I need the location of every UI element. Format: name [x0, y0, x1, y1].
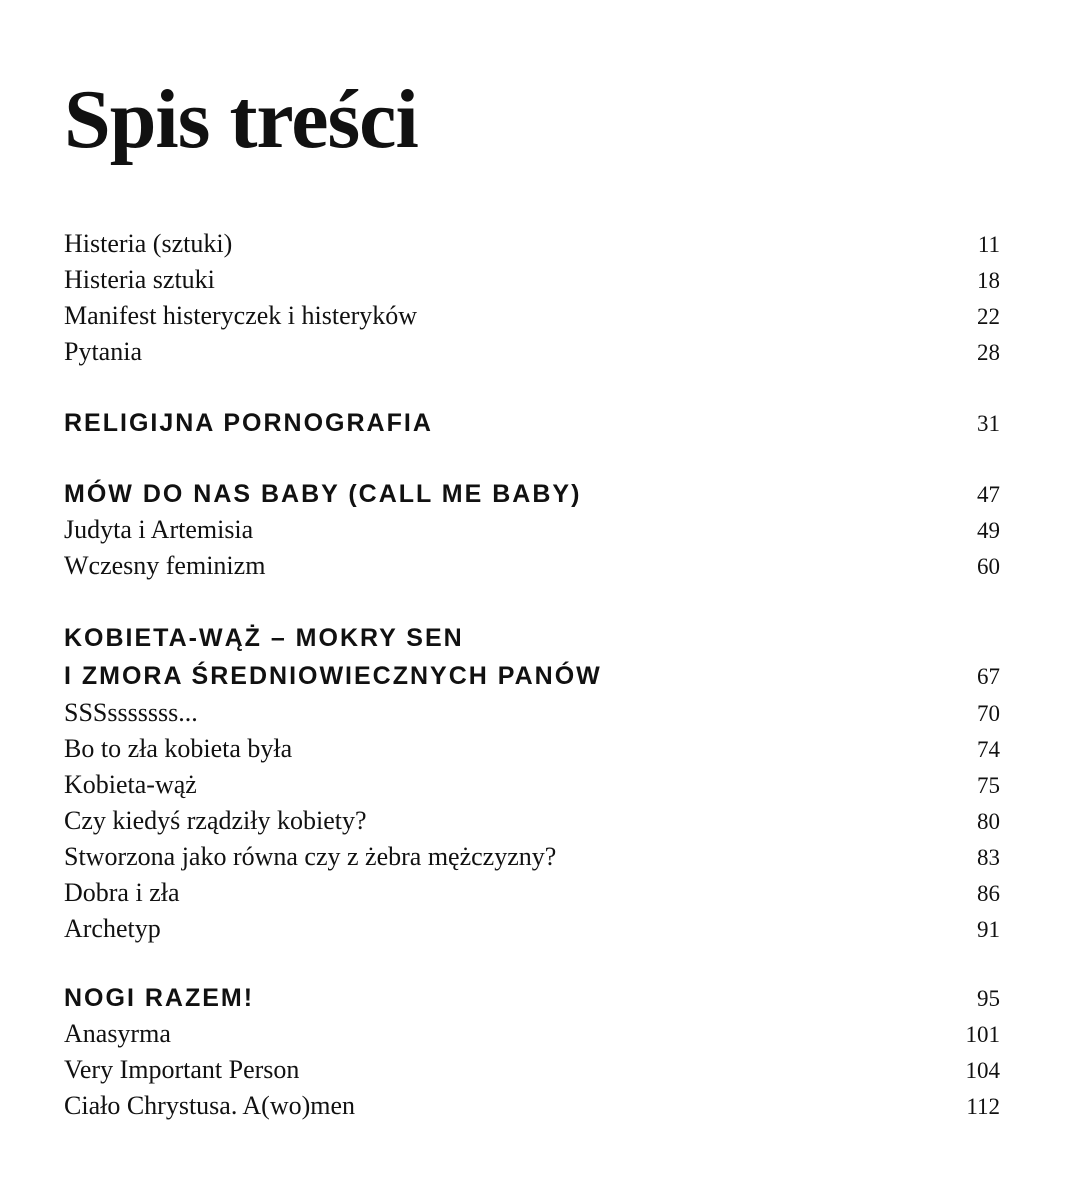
- toc-section: [64, 226, 1000, 370]
- toc-page-number: 18: [977, 268, 1000, 293]
- toc-page-number: 80: [977, 809, 1000, 834]
- toc-entry-title: Pytania: [64, 337, 142, 366]
- toc-page-number: 49: [977, 518, 1000, 543]
- toc-section: [64, 980, 1000, 1124]
- toc-page-number: 60: [977, 554, 1000, 579]
- toc-section: [64, 476, 1000, 584]
- toc-page-number: 74: [977, 737, 1000, 762]
- toc-page-number: 22: [977, 304, 1000, 329]
- toc-entry: [64, 695, 1000, 731]
- toc-entry-title: SSSsssssss...: [64, 698, 198, 727]
- toc-page-number: 112: [966, 1094, 1000, 1119]
- toc-page-number: 75: [977, 773, 1000, 798]
- toc-entry: [64, 334, 1000, 370]
- toc-entry: [64, 1088, 1000, 1124]
- toc-entry-title: Judyta i Artemisia: [64, 515, 254, 544]
- toc-entry-title: Bo to zła kobieta była: [64, 734, 293, 763]
- toc-page-number: 91: [977, 917, 1000, 942]
- toc-entry-title: Histeria (sztuki): [64, 229, 233, 258]
- toc-entry: [64, 1052, 1000, 1088]
- toc-entry-title: Histeria sztuki: [64, 265, 215, 294]
- toc-entry-title: Ciało Chrystusa. A(wo)men: [64, 1091, 356, 1120]
- toc-page-number: 67: [977, 664, 1000, 689]
- toc-section: [64, 619, 1000, 947]
- toc-page-number: 47: [977, 482, 1000, 507]
- toc-chapter-heading: [64, 405, 1000, 441]
- toc-chapter-heading: [64, 476, 1000, 512]
- toc-entry-title: Anasyrma: [64, 1019, 171, 1048]
- toc-entry-title: Wczesny feminizm: [64, 551, 266, 580]
- page-title: Spis treści: [64, 73, 418, 166]
- toc-entry-title: RELIGIJNA PORNOGRAFIA: [64, 409, 433, 437]
- toc-entry-title: Dobra i zła: [64, 878, 180, 907]
- toc-entry-title: NOGI RAZEM!: [64, 984, 255, 1012]
- toc-page-number: 83: [977, 845, 1000, 870]
- toc-entry: [64, 911, 1000, 947]
- toc-entry: [64, 512, 1000, 548]
- toc-chapter-heading: [64, 980, 1000, 1016]
- toc-entry: [64, 875, 1000, 911]
- toc-entry-title: KOBIETA-WĄŻ – MOKRY SEN I ZMORA ŚREDNIOWIECZNYCH PANÓW: [64, 624, 602, 690]
- toc-entry-title: Czy kiedyś rządziły kobiety?: [64, 806, 367, 835]
- toc-page-number: 28: [977, 340, 1000, 365]
- toc-chapter-heading: [64, 619, 1000, 695]
- toc-page-number: 31: [977, 411, 1000, 436]
- toc-page-number: 86: [977, 881, 1000, 906]
- toc-entry-title: MÓW DO NAS BABY (CALL ME BABY): [64, 480, 582, 508]
- toc-entry-title: Very Important Person: [64, 1055, 300, 1084]
- toc-entry: [64, 1016, 1000, 1052]
- toc-entry-title: Kobieta-wąż: [64, 770, 197, 799]
- toc-entry: [64, 262, 1000, 298]
- toc-entry: [64, 767, 1000, 803]
- toc-entry: [64, 839, 1000, 875]
- toc-section: [64, 405, 1000, 441]
- toc-page-number: 95: [977, 986, 1000, 1011]
- toc-entry: [64, 548, 1000, 584]
- toc-page-number: 101: [965, 1022, 1000, 1047]
- toc-entry: [64, 298, 1000, 334]
- toc-entry: [64, 803, 1000, 839]
- toc-entry: [64, 226, 1000, 262]
- toc-entry-title: Manifest histeryczek i histeryków: [64, 301, 418, 330]
- table-of-contents: [64, 226, 1000, 1159]
- toc-page-number: 11: [977, 232, 1000, 257]
- toc-entry: [64, 731, 1000, 767]
- toc-entry-title: Archetyp: [64, 914, 161, 943]
- toc-page-number: 70: [977, 701, 1000, 726]
- toc-page-number: 104: [965, 1058, 1000, 1083]
- toc-entry-title: Stworzona jako równa czy z żebra mężczyzny?: [64, 842, 557, 871]
